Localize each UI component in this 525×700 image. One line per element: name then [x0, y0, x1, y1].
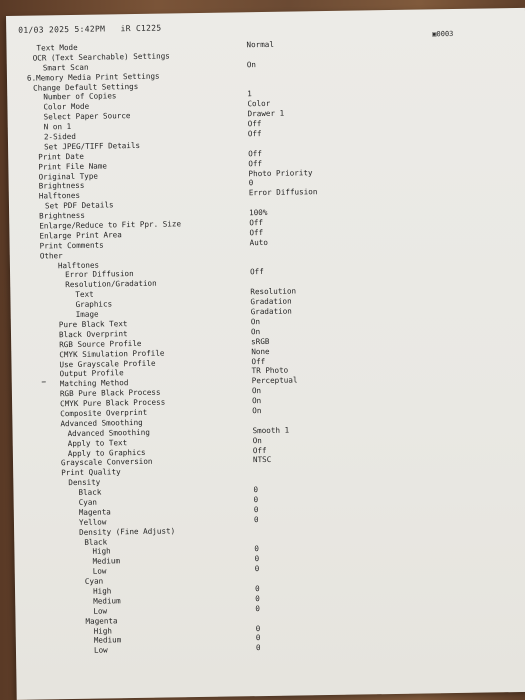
setting-label: Apply to Graphics: [67, 447, 146, 458]
setting-label: Enlarge/Reduce to Fit Ppr. Size: [39, 219, 182, 231]
setting-value: 0: [254, 564, 260, 574]
setting-label: Text: [75, 289, 94, 300]
stray-mark: [42, 381, 46, 382]
page-icon: ▣: [432, 30, 437, 39]
setting-label: Number of Copies: [43, 91, 117, 102]
setting-value: 0: [255, 593, 260, 604]
setting-value: Gradation: [250, 306, 292, 317]
page-number-text: 0003: [436, 29, 454, 39]
setting-label: Composite Overprint: [60, 407, 148, 419]
setting-value: On: [252, 396, 262, 406]
setting-value: Color: [247, 99, 271, 109]
setting-label: Halftones: [38, 191, 81, 201]
setting-value: Gradation: [250, 296, 292, 307]
setting-label: Error Diffusion: [65, 269, 134, 280]
setting-value: 0: [254, 554, 260, 564]
setting-label: Select Paper Source: [43, 111, 131, 122]
setting-label: Cyan: [78, 497, 98, 507]
setting-label: Density (Fine Adjust): [79, 526, 176, 537]
setting-value: 100%: [249, 208, 268, 218]
device-model: iR C1225: [120, 23, 162, 34]
setting-value: 0: [253, 485, 259, 495]
setting-label: Medium: [93, 635, 122, 646]
setting-value: Off: [249, 267, 264, 277]
setting-value: Auto: [249, 237, 268, 248]
setting-label: Advanced Smoothing: [67, 427, 150, 438]
setting-value: Photo Priority: [248, 167, 313, 178]
setting-label: Medium: [92, 556, 121, 567]
setting-value: 0: [255, 643, 261, 653]
setting-label: Grayscale Conversion: [60, 457, 153, 468]
setting-label: Print Comments: [39, 240, 104, 251]
setting-value: TR Photo: [251, 366, 289, 376]
setting-label: Cyan: [84, 576, 104, 586]
setting-label: Magenta: [85, 615, 118, 626]
setting-value: 1: [247, 89, 252, 99]
setting-value: Off: [248, 148, 262, 159]
setting-value: Off: [249, 218, 264, 228]
setting-label: Smart Scan: [42, 62, 89, 73]
setting-value: sRGB: [251, 336, 270, 346]
setting-label: High: [92, 546, 111, 557]
setting-value: Resolution: [250, 286, 297, 297]
setting-value: On: [252, 405, 262, 416]
setting-value: Drawer 1: [247, 108, 285, 119]
setting-label: CMYK Pure Black Process: [60, 397, 166, 409]
setting-value: On: [250, 316, 261, 327]
setting-label: High: [92, 586, 112, 596]
setting-label: Magenta: [78, 507, 111, 517]
setting-label: Halftones: [57, 260, 100, 270]
setting-label: Pure Black Text: [58, 319, 128, 330]
setting-value: None: [251, 346, 270, 356]
setting-label: Enlarge Print Area: [39, 230, 122, 241]
setting-label: Text Mode: [36, 42, 78, 53]
setting-label: Brightness: [38, 181, 85, 191]
setting-label: Print Quality: [61, 467, 121, 478]
setting-label: Set JPEG/TIFF Details: [43, 140, 141, 152]
setting-label: Brightness: [39, 210, 85, 221]
setting-label: CMYK Simulation Profile: [59, 348, 165, 359]
setting-label: Medium: [93, 596, 121, 606]
setting-value: Off: [247, 129, 262, 139]
setting-value: 0: [255, 603, 260, 613]
setting-label: Color Mode: [43, 102, 90, 112]
setting-label: Black Overprint: [58, 328, 128, 340]
setting-value: 0: [253, 504, 259, 515]
setting-value: Off: [252, 445, 267, 455]
setting-value: On: [252, 435, 262, 445]
setting-value: 0: [254, 584, 260, 594]
print-datetime: 01/03 2025 5:42PM: [18, 24, 106, 35]
setting-value: 0: [254, 544, 260, 554]
setting-value: Off: [248, 158, 263, 168]
setting-label: Original Type: [38, 171, 99, 182]
setting-label: 2-Sided: [43, 131, 76, 142]
setting-value: 0: [253, 495, 259, 505]
setting-label: Yellow: [78, 517, 107, 527]
setting-value: On: [251, 386, 262, 396]
setting-value: On: [250, 326, 261, 337]
setting-label: Graphics: [75, 299, 113, 310]
setting-label: Set PDF Details: [44, 200, 114, 211]
page-header: [18, 24, 161, 35]
setting-value: Smooth 1: [252, 425, 290, 435]
setting-label: Black: [84, 537, 108, 547]
printed-settings-page: [6, 8, 525, 700]
setting-value: Off: [249, 227, 264, 238]
setting-label: Black: [78, 487, 102, 497]
setting-value: Off: [251, 356, 266, 366]
setting-label: High: [93, 625, 113, 636]
setting-value: 0: [255, 633, 261, 643]
setting-label: Print Date: [38, 151, 84, 162]
setting-value: Error Diffusion: [248, 187, 318, 198]
setting-value: 0: [253, 514, 259, 524]
setting-value: NTSC: [252, 455, 272, 465]
setting-label: Resolution/Gradation: [65, 279, 157, 290]
setting-label: 6.Memory Media Print Settings: [26, 71, 160, 83]
setting-label: Low: [93, 645, 108, 656]
setting-label: Use Grayscale Profile: [59, 358, 156, 369]
setting-label: Image: [75, 309, 99, 319]
setting-value: Normal: [246, 39, 274, 50]
setting-label: RGB Pure Black Process: [59, 387, 161, 399]
setting-value: On: [246, 59, 257, 70]
setting-label: Print File Name: [38, 161, 108, 172]
setting-label: Change Default Settings: [33, 81, 139, 93]
setting-label: Apply to Text: [67, 437, 128, 448]
setting-label: Output Profile: [59, 368, 124, 379]
setting-label: RGB Source Profile: [59, 338, 142, 349]
setting-label: Low: [93, 606, 108, 616]
setting-label: Density: [68, 477, 101, 488]
setting-value: Off: [247, 119, 262, 129]
setting-label: Other: [39, 250, 63, 261]
setting-label: Advanced Smoothing: [60, 417, 143, 429]
setting-label: Matching Method: [59, 378, 129, 389]
setting-value: 0: [248, 178, 254, 188]
setting-value: 0: [255, 623, 261, 633]
setting-label: N on 1: [43, 122, 72, 132]
setting-label: Low: [92, 566, 107, 576]
setting-value: Perceptual: [251, 375, 298, 386]
setting-label: OCR (Text Searchable) Settings: [32, 51, 170, 63]
settings-list: [6, 36, 525, 657]
